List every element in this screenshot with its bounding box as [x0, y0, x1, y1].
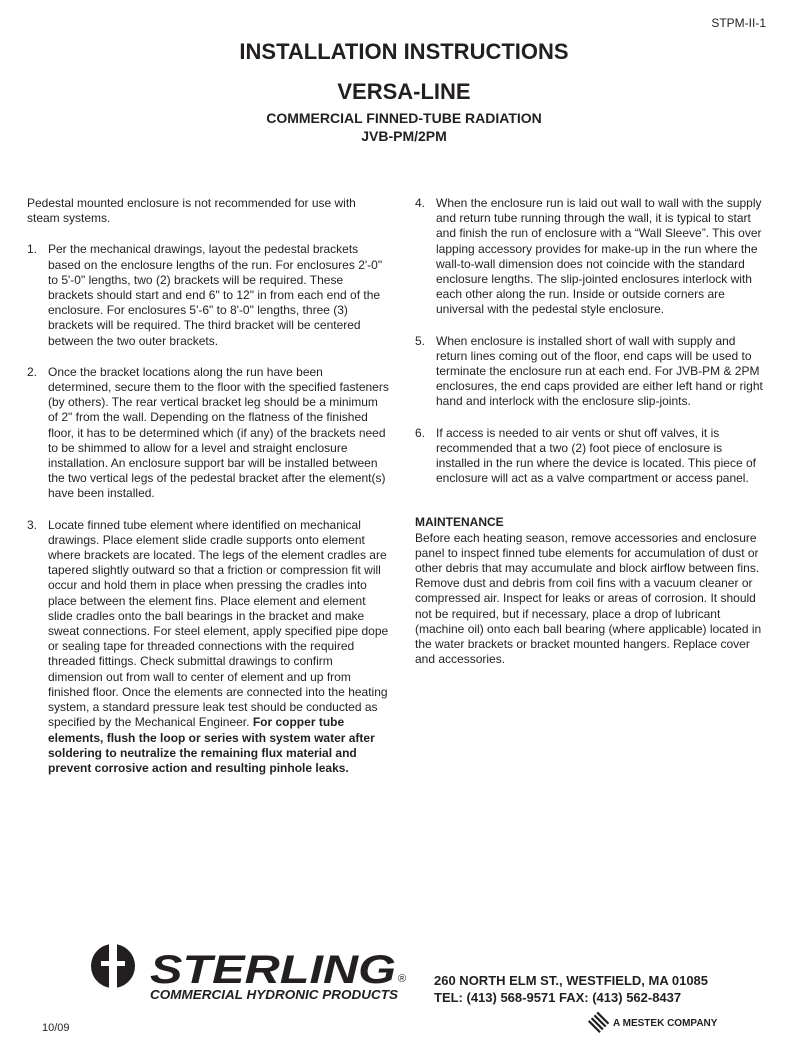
mestek-logo-icon — [586, 1010, 610, 1036]
sterling-logo — [88, 942, 418, 1002]
title-block — [0, 38, 808, 145]
maintenance-heading: MAINTENANCE — [415, 515, 504, 530]
registered-mark: ® — [398, 973, 407, 985]
step-5 — [415, 334, 768, 410]
step-text: When enclosure is installed short of wall with supply and return lines coming out of the floor, end caps will be used to terminate the enclosure run at each end. For JVB-PM & 2PM enclosures, the end caps provided are either left hand or right hand and interlock with the enclosure slip-joints. — [436, 333, 763, 409]
step-text: When the enclosure run is laid out wall to wall with the supply and return tube running through the wall, it is typical to start and finish the run of enclosure with a “Wall Sleeve”. This over lapping accessory provides for make-up in the run where the wall-to-wall dimension does not coincide with the standard enclosure lengths. The slip-jointed enclosures interlock with each other along the run. Inside or outside corners are universal with the pedestal style enclosure. — [436, 196, 762, 317]
step-2 — [27, 365, 389, 502]
step-text: If access is needed to air vents or shut off valves, it is recommended that a two (2) foot piece of enclosure is installed in the run where the device is located. This piece of enclosure will act as a valve compartment or access panel. — [436, 425, 756, 486]
step-number: 2. — [27, 364, 38, 379]
company-contact — [434, 972, 708, 1006]
revision-date: 10/09 — [42, 1022, 70, 1034]
product-name: VERSA-LINE — [337, 79, 471, 104]
step-6 — [415, 426, 768, 487]
product-subtitle: COMMERCIAL FINNED-TUBE RADIATION — [266, 110, 542, 126]
step-text: Once the bracket locations along the run have been determined, secure them to the floor with the specified fasteners (by others). The rear vertical bracket leg should be a minimum of 2" from the wall. Depending on the flatness of the finished floor, it has to be determined which (if any) of the brackets need to be shimmed to allow for a level and straight enclosure installation. An enclosure support bar will be installed between the two vertical legs of the pedestal bracket after the element(s) have been installed. — [48, 364, 389, 501]
parent-company-name: A MESTEK COMPANY — [613, 1017, 718, 1029]
instruction-steps-left — [27, 242, 389, 776]
sterling-emblem-icon — [91, 943, 135, 989]
step-text: Per the mechanical drawings, layout the pedestal brackets based on the enclosure lengths of the run. For enclosures 2'-0" to 5'-0" lengths, two (2) brackets will be required. These brackets should start and end 6" to 12" in from each end of the enclosure. For enclosures 5'-6" to 8'-0" lengths, three (3) brackets will be required. The third bracket will be centered between the two outer brackets. — [48, 242, 383, 348]
step-1 — [27, 242, 389, 348]
step-number: 1. — [27, 242, 38, 257]
document-code: STPM-II-1 — [711, 16, 766, 30]
company-address: 260 NORTH ELM ST., WESTFIELD, MA 01085 — [434, 973, 709, 988]
document-title: INSTALLATION INSTRUCTIONS — [239, 39, 569, 64]
step-text: Locate finned tube element where identified on mechanical drawings. Place element slide cradle supports onto element where brackets are located. The legs of the element cradles are tapered slightly outward so that a friction or compression fit will occur and hold them in place when pressing the cradles into place between the element fins. Place element and element slide cradles onto the ball bearings in the bracket and make sweat connections. For steel element, apply specified pipe dope or sealing tape for threaded connections with the required threaded fittings. Check submittal drawings to confirm dimension out from wall to center of element and up from finished floor. Once the elements are connected into the heating system, a standard pressure leak test should be conducted as specified by the Mechanical Engineer. — [48, 517, 389, 730]
left-column — [27, 196, 389, 792]
copper-flush-warning: For copper tube elements, flush the loop or series with system water after soldering to neutralize the remaining flux material and prevent corrosive action and resulting pinhole leaks. — [48, 715, 375, 775]
instruction-steps-right — [415, 196, 768, 486]
brand-wordmark: STERLING — [150, 948, 396, 992]
model-number: JVB-PM/2PM — [361, 128, 447, 144]
company-phone-fax: TEL: (413) 568-9571 FAX: (413) 562-8437 — [434, 990, 682, 1005]
brand-tagline: COMMERCIAL HYDRONIC PRODUCTS — [150, 987, 399, 1002]
step-3 — [27, 518, 389, 776]
maintenance-paragraph: Before each heating season, remove accessories and enclosure panel to inspect finned tube elements for accumulation of dust or other debris that may accumulate and block airflow between fins. Remove dust and debris from coil fins with a vacuum cleaner or compressed air. Inspect for leaks or areas of corrosion. It should not be required, but if necessary, place a drop of lubricant (machine oil) onto each ball bearing (where applicable) located in the water brackets or bracket mounted hangers. Replace cover and accessories. — [415, 530, 762, 667]
step-4 — [415, 196, 768, 318]
step-number: 6. — [415, 425, 426, 440]
mestek-badge — [586, 1010, 717, 1036]
right-column — [415, 196, 768, 683]
step-number: 5. — [415, 333, 426, 348]
step-number: 4. — [415, 196, 426, 210]
step-number: 3. — [27, 517, 38, 532]
intro-paragraph: Pedestal mounted enclosure is not recommended for use with steam systems. — [27, 196, 356, 226]
